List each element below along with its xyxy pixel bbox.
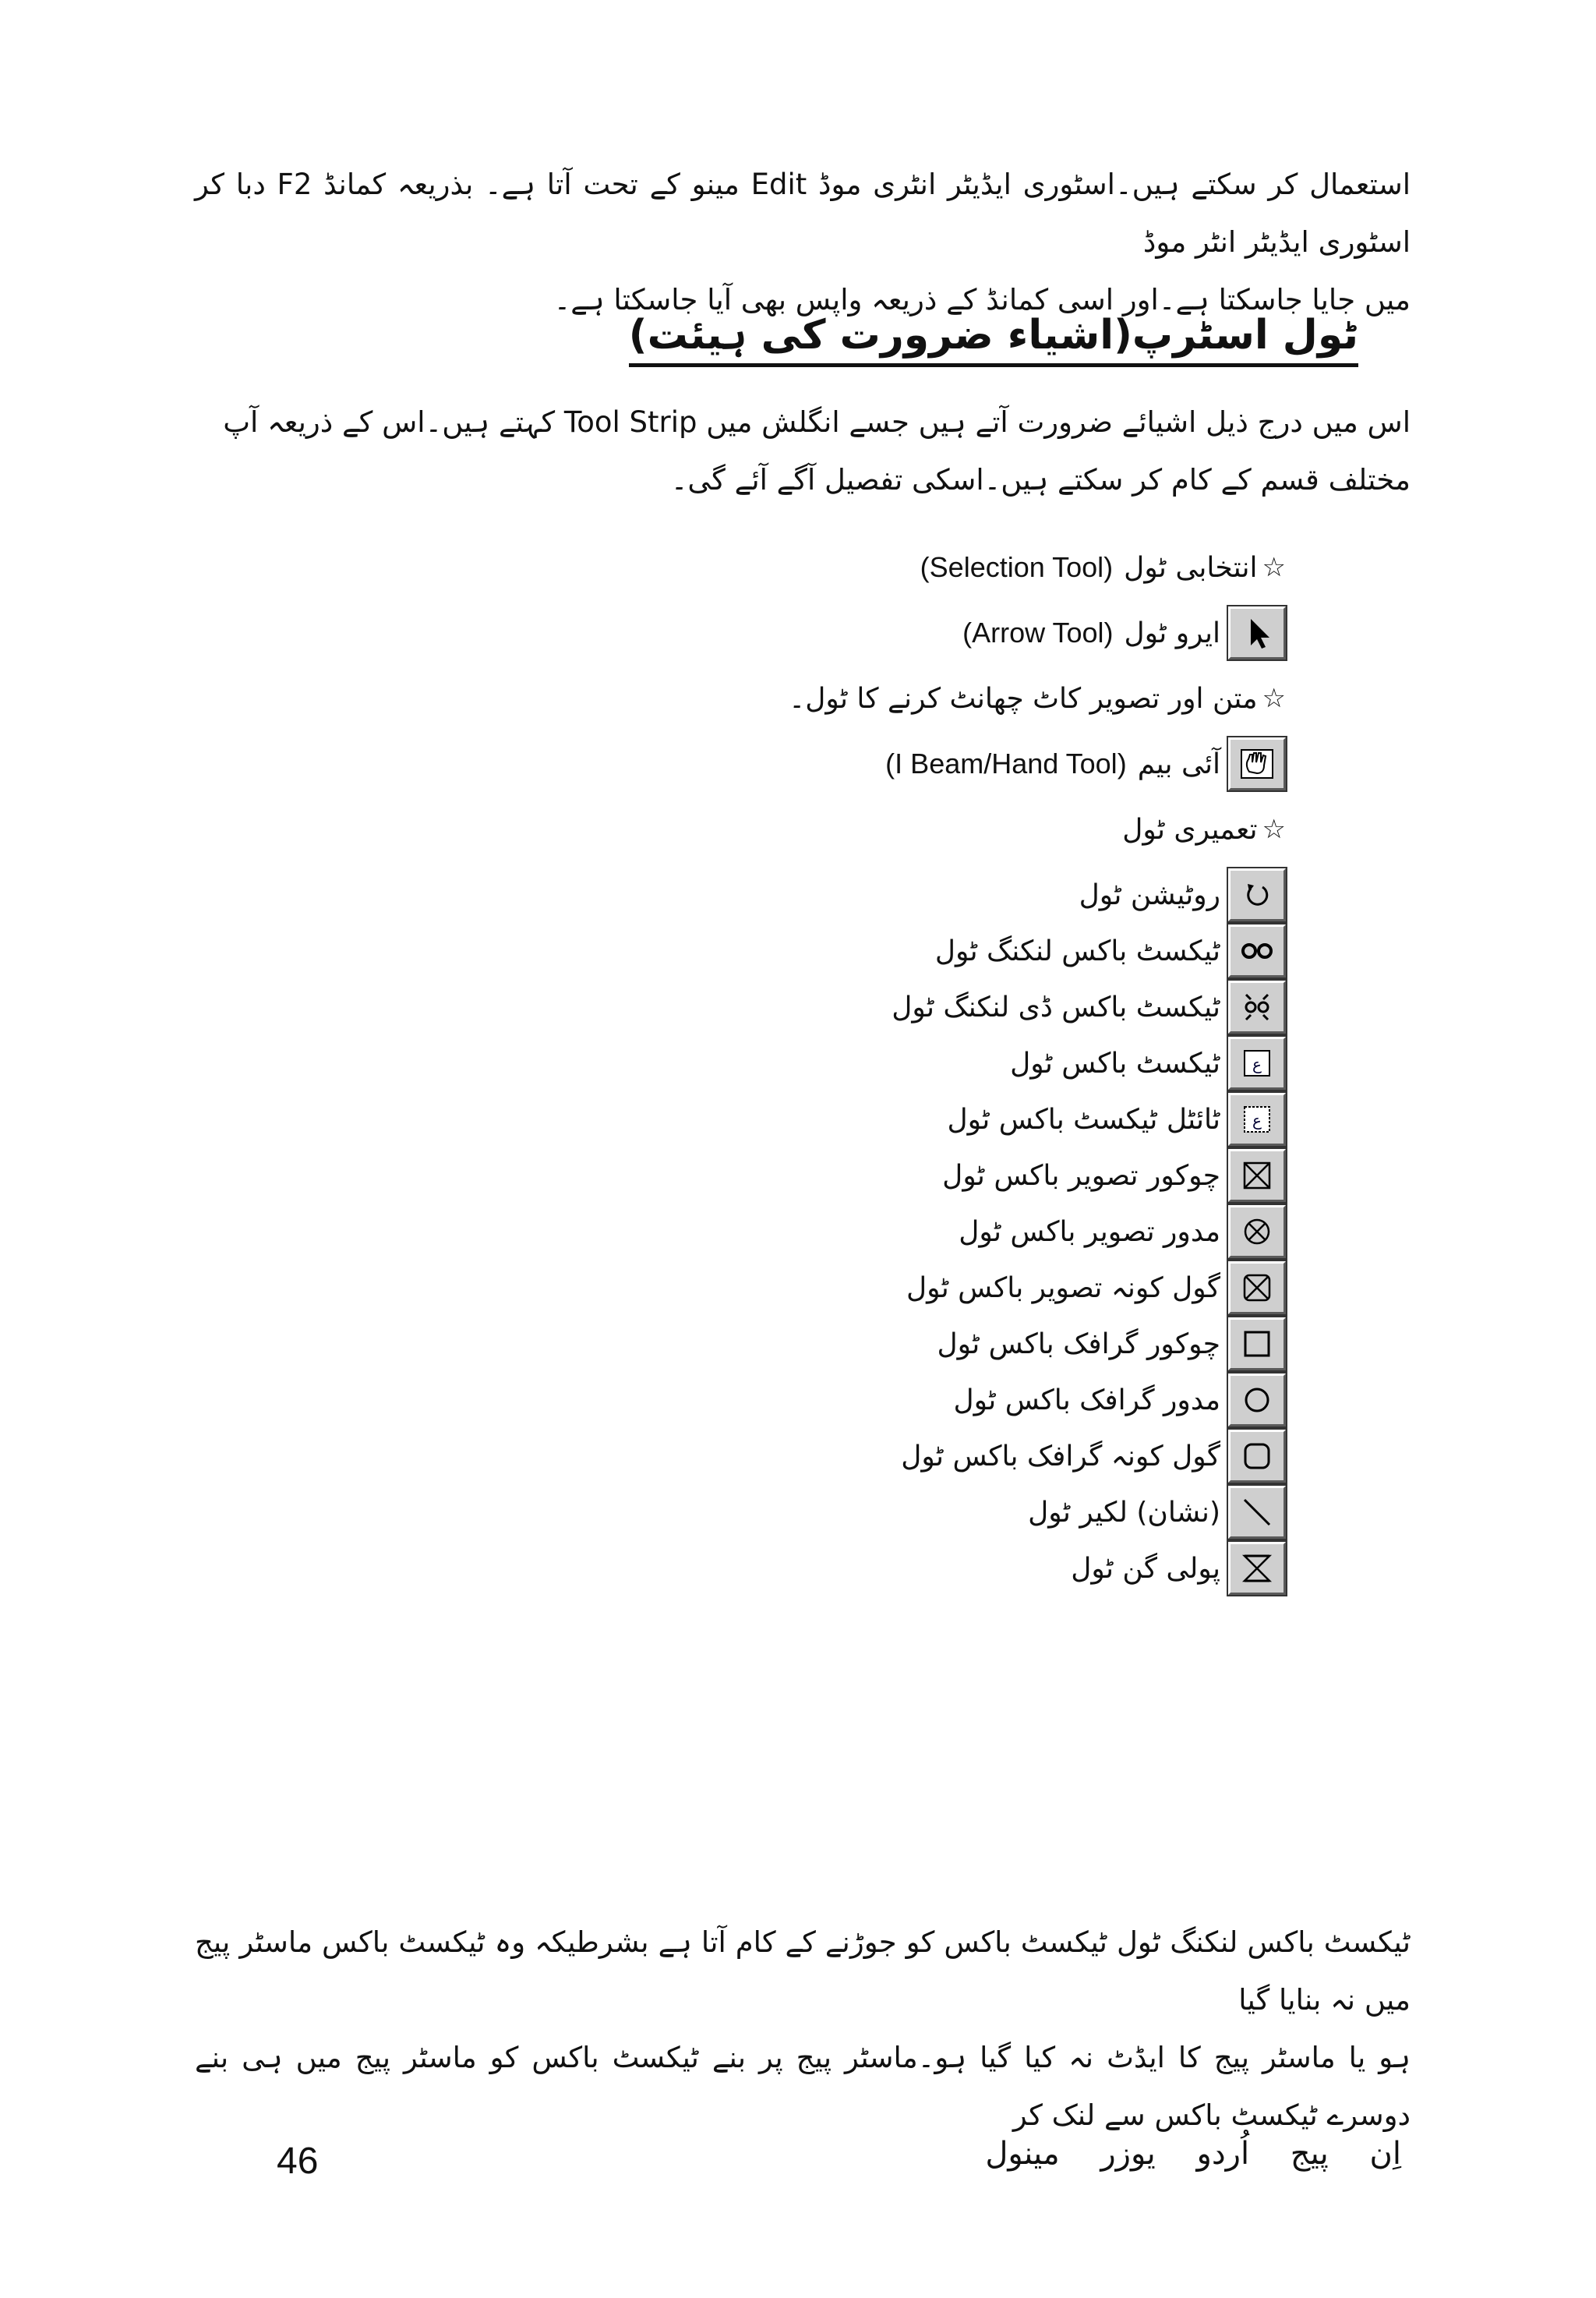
tool-label: مدور گرافک باکس ٹول [953,1384,1220,1416]
tool-label: مدور تصویر باکس ٹول [959,1215,1220,1248]
tool-label: (نشان) لکیر ٹول [1028,1496,1220,1529]
unlink-icon [1228,981,1286,1034]
tool-list-item [789,867,1286,923]
tool-list [789,530,1286,1596]
tool-list-item [789,1372,1286,1428]
rotation-icon [1228,868,1286,921]
line-icon [1228,1486,1286,1539]
tool-label: ٹیکسٹ باکس ڈی لنکنگ ٹول [892,991,1220,1023]
tool-label: ٹائٹل ٹیکسٹ باکس ٹول [947,1103,1220,1136]
tool-list-item [789,1204,1286,1260]
tool-list-item [789,605,1286,661]
tool-label: ٹیکسٹ باکس ٹول [1010,1047,1220,1080]
polygon-icon [1228,1542,1286,1595]
section-heading: ٹول اسٹرپ(اشیاء ضرورت کی ہیئت) [629,312,1358,367]
rounded-graphic-box-icon [1228,1430,1286,1483]
text-box-icon [1228,1037,1286,1090]
tool-section-heading [789,530,1286,605]
hand-icon [1228,737,1286,790]
closing-line-1: ٹیکسٹ باکس لنکنگ ٹول ٹیکسٹ باکس کو جوڑنے کے کام آتا ہے بشرطیکہ وہ ٹیکسٹ باکس ماسٹر پیج میں نہ بنایا گیا [195,1925,1411,2017]
description-line-1: اس میں درج ذیل اشیائے ضرورت آتے ہیں جسے انگلش میں Tool Strip کہتے ہیں۔اس کے ذریعہ آپ [223,405,1411,439]
tool-label: گول کونہ گرافک باکس ٹول [901,1440,1220,1472]
rounded-picture-box-icon [1228,1261,1286,1314]
tool-list-item [789,736,1286,792]
closing-paragraph [195,1914,1411,2144]
intro-line-2: میں جایا جاسکتا ہے۔اور اسی کمانڈ کے ذریعہ واپس بھی آیا جاسکتا ہے۔ [553,283,1411,316]
description-paragraph [195,394,1411,509]
tool-label: ٹیکسٹ باکس لنکنگ ٹول [934,935,1220,967]
tool-list-item [789,1428,1286,1484]
link-icon [1228,925,1286,978]
oval-picture-box-icon [1228,1205,1286,1258]
tool-label: تعمیری ٹول [1122,813,1258,846]
tool-section-heading [789,661,1286,736]
tool-list-item [789,1316,1286,1372]
closing-line-2: ہو یا ماسٹر پیج کا ایڈٹ نہ کیا گیا ہو۔ماسٹر پیج پر بنے ٹیکسٹ باکس کو ماسٹر پیج میں ہی بنے دوسرے ٹیکسٹ باکس سے لنک کر [195,2041,1411,2132]
tool-label: آئی بیم [1137,748,1220,780]
footer-title: اِن پیج اُردو یوزر مینول [985,2136,1401,2172]
tool-english-name: (I Beam/Hand Tool) [885,748,1127,780]
tool-list-item [789,1484,1286,1540]
page-number: 46 [277,2141,319,2182]
tool-english-name: (Selection Tool) [920,551,1114,583]
tool-list-item [789,1540,1286,1596]
tool-list-item [789,979,1286,1035]
tool-label: انتخابی ٹول [1124,551,1258,584]
tool-list-item [789,1147,1286,1204]
description-line-2: مختلف قسم کے کام کر سکتے ہیں۔اسکی تفصیل آگے آئے گی۔ [670,463,1411,497]
arrow-icon [1228,606,1286,659]
intro-line-1: استعمال کر سکتے ہیں۔اسٹوری ایڈیٹر انٹری موڈ Edit مینو کے تحت آتا ہے۔ بذریعہ کمانڈ F2 دبا کر اسٹوری ایڈیٹر انٹر موڈ [195,168,1411,259]
star-icon: ☆ [1262,814,1286,845]
star-icon: ☆ [1262,552,1286,583]
star-icon: ☆ [1262,683,1286,714]
tool-label: روٹیشن ٹول [1079,879,1220,911]
title-text-box-icon [1228,1093,1286,1146]
tool-label: ایرو ٹول [1124,617,1220,649]
tool-label: گول کونہ تصویر باکس ٹول [906,1271,1220,1304]
rect-picture-box-icon [1228,1149,1286,1202]
intro-paragraph [195,156,1411,329]
tool-list-item [789,1035,1286,1091]
tool-english-name: (Arrow Tool) [962,617,1114,649]
tool-list-item [789,923,1286,979]
tool-label: متن اور تصویر کاٹ چھانٹ کرنے کا ٹول۔ [789,682,1258,715]
rect-graphic-box-icon [1228,1317,1286,1370]
tool-list-item [789,1260,1286,1316]
tool-section-heading [789,792,1286,867]
tool-label: چوکور تصویر باکس ٹول [942,1159,1220,1192]
svg-text:ع: ع [1252,1111,1262,1130]
oval-graphic-box-icon [1228,1373,1286,1427]
tool-label: چوکور گرافک باکس ٹول [937,1328,1220,1360]
svg-text:ع: ع [1252,1055,1262,1073]
tool-list-item [789,1091,1286,1147]
tool-label: پولی گن ٹول [1071,1552,1220,1585]
